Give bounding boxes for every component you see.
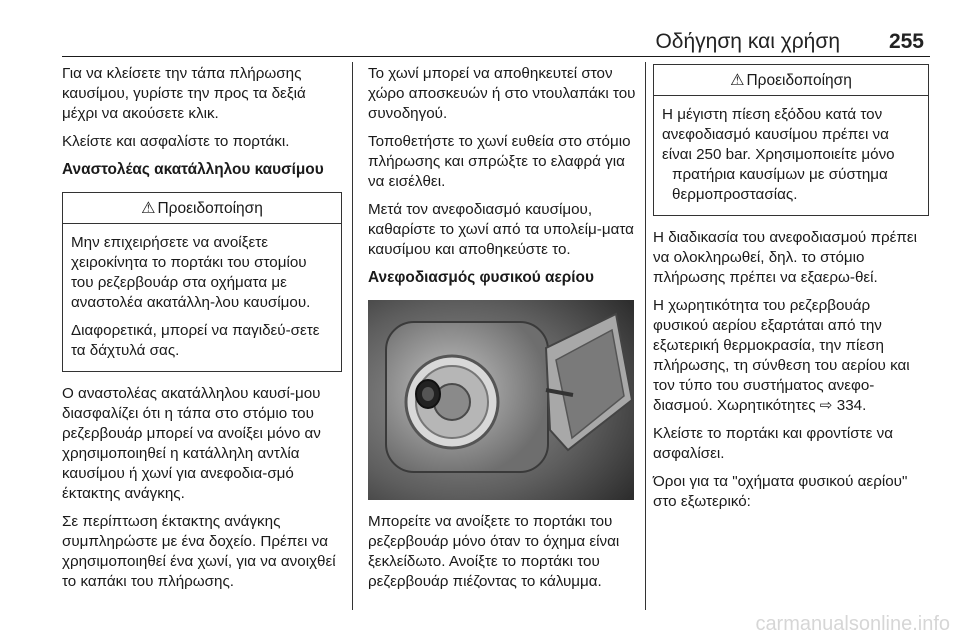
warning-body bbox=[63, 224, 341, 371]
column-divider bbox=[645, 62, 646, 610]
warning-box bbox=[62, 192, 342, 372]
paragraph: Το χωνί μπορεί να αποθηκευτεί στον χώρο αποσκευών ή στο ντουλαπάκι του συνοδηγού. bbox=[368, 65, 636, 122]
section-heading: Ανεφοδιασμός φυσικού αερίου bbox=[368, 269, 594, 286]
page-reference[interactable]: 334. bbox=[836, 397, 867, 414]
paragraph: Μετά τον ανεφοδιασμό καυσίμου, καθαρίστε το χωνί από τα υπολείμ‐ματα καυσίμου και αποθηκεύστε το. bbox=[368, 201, 634, 258]
watermark: carmanualsonline.info bbox=[755, 613, 950, 635]
page-number: 255 bbox=[888, 30, 924, 53]
column-divider bbox=[352, 62, 353, 610]
paragraph: Κλείστε το πορτάκι και φροντίστε να ασφαλίσει. bbox=[653, 425, 893, 462]
warning-text: Η μέγιστη πίεση εξόδου κατά τον ανεφοδιασμό καυσίμου πρέπει να είναι 250 bar. Χρησιμοποιείτε μόνο bbox=[662, 106, 895, 163]
section-title: Οδήγηση και χρήση bbox=[655, 30, 840, 53]
page-reference-icon: ⇨ bbox=[819, 397, 833, 414]
warning-text: Διαφορετικά, μπορεί να παγιδεύ‐σετε τα δάχτυλά σας. bbox=[71, 322, 320, 359]
warning-text: πρατήρια καυσίμων με σύστημα θερμοπροστασίας. bbox=[672, 166, 888, 203]
right-column bbox=[653, 64, 929, 520]
warning-triangle-icon: ⚠ bbox=[730, 72, 745, 89]
warning-triangle-icon: ⚠ bbox=[141, 200, 156, 217]
paragraph: Η διαδικασία του ανεφοδιασμού πρέπει να ολοκληρωθεί, δηλ. το στόμιο πλήρωσης πρέπει να εξαερω‐θεί. bbox=[653, 229, 917, 286]
paragraph-text: Η χωρητικότητα του ρεζερβουάρ φυσικού αερίου εξαρτάται από την εξωτερική θερμοκρασία, την πίεση πλήρωσης, τη σύνθεση του αερίου και τον τύπο του συστήματος ανεφο‐διασμού. Χωρητικότητες bbox=[653, 297, 910, 414]
warning-header bbox=[654, 65, 928, 96]
paragraph bbox=[653, 296, 929, 416]
paragraph: Όροι για τα "οχήματα φυσικού αερίου" στο εξωτερικό: bbox=[653, 473, 908, 510]
warning-text: Μην επιχειρήσετε να ανοίξετε χειροκίνητα το πορτάκι του στομίου του ρεζερβουάρ στα οχήματα με αναστολέα ακατάλλη‐λου καυσίμου. bbox=[71, 234, 311, 311]
warning-body bbox=[654, 96, 928, 215]
paragraph: Για να κλείσετε την τάπα πλήρωσης καυσίμου, γυρίστε την προς τα δεξιά μέχρι να ακούσετε κλικ. bbox=[62, 65, 306, 122]
paragraph: Ο αναστολέας ακατάλληλου καυσί‐μου διασφαλίζει ότι η τάπα στο στόμιο του ρεζερβουάρ μπορεί να ανοίξει μόνο αν χρησιμοποιηθεί η κατάλληλη αντλία καυσίμου ή χωνί για ανεφοδια‐σμό έκτακτης ανάγκης. bbox=[62, 385, 321, 502]
fuel-door-photo bbox=[368, 300, 634, 500]
middle-column bbox=[368, 64, 636, 600]
left-column bbox=[62, 64, 342, 600]
section-heading: Αναστολέας ακατάλληλου καυσίμου bbox=[62, 161, 324, 178]
warning-box bbox=[653, 64, 929, 216]
warning-header bbox=[63, 193, 341, 224]
paragraph: Μπορείτε να ανοίξετε το πορτάκι του ρεζερβουάρ μόνο όταν το όχημα είναι ξεκλείδωτο. Ανοίξτε το πορτάκι του ρεζερβουάρ πιέζοντας το κάλυμμα. bbox=[368, 513, 620, 590]
paragraph: Σε περίπτωση έκτακτης ανάγκης συμπληρώστε με ένα δοχείο. Πρέπει να χρησιμοποιηθεί ένα χωνί, για να ανοιχθεί το καπάκι του πλήρωσης. bbox=[62, 513, 336, 590]
paragraph: Κλείστε και ασφαλίστε το πορτάκι. bbox=[62, 133, 290, 150]
warning-title: Προειδοποίηση bbox=[746, 72, 852, 89]
paragraph: Τοποθετήστε το χωνί ευθεία στο στόμιο πλήρωσης και σπρώξτε το ελαφρά για να εισέλθει. bbox=[368, 133, 631, 190]
warning-title: Προειδοποίηση bbox=[157, 200, 263, 217]
header-rule bbox=[62, 56, 930, 57]
